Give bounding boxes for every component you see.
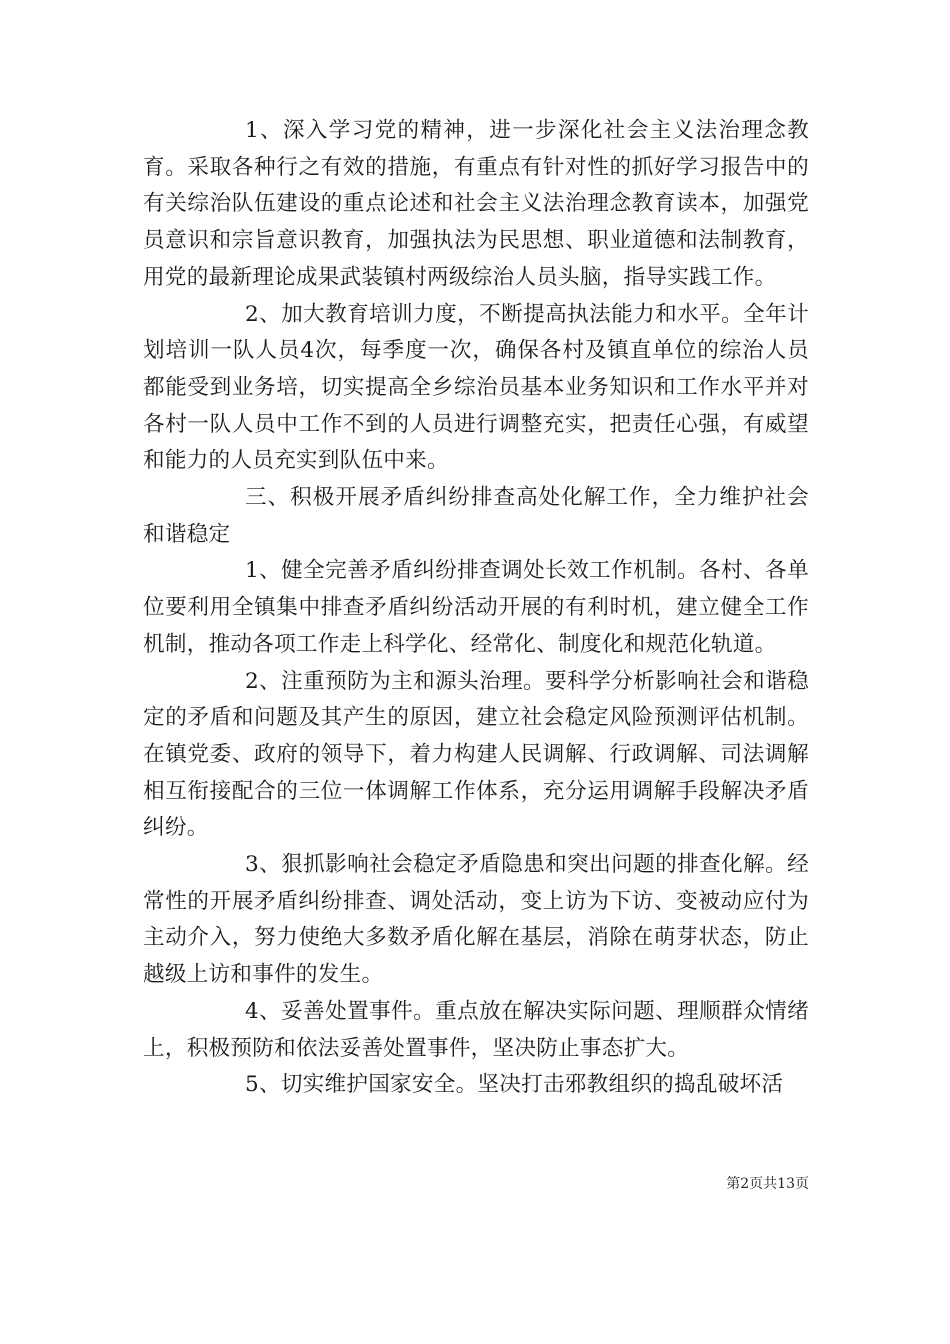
paragraph-7: 5、切实维护国家安全。坚决打击邪教组织的捣乱破坏活 [245, 1072, 784, 1098]
document-body [143, 113, 809, 1104]
paragraph-5: 3、狠抓影响社会稳定矛盾隐患和突出问题的排查化解。经常性的开展矛盾纠纷排查、调处活动，变上访为下访、变被动应付为主动介入，努力使绝大多数矛盾化解在基层，消除在萌芽状态，防止越级上访和事件的发生。 [143, 852, 809, 988]
paragraph-1: 1、深入学习党的精神，进一步深化社会主义法治理念教育。采取各种行之有效的措施，有重点有针对性的抓好学习报告中的有关综治队伍建设的重点论述和社会主义法治理念教育读本，加强党员意识和宗旨意识教育，加强执法为民思想、职业道德和法制教育，用党的最新理论成果武装镇村两级综治人员头脑，指导实践工作。 [143, 118, 809, 290]
page-number: 第2页共13页 [726, 1176, 809, 1192]
paragraph-3: 1、健全完善矛盾纠纷排查调处长效工作机制。各村、各单位要利用全镇集中排查矛盾纠纷活动开展的有利时机，建立健全工作机制，推动各项工作走上科学化、经常化、制度化和规范化轨道。 [143, 558, 809, 657]
paragraph-4: 2、注重预防为主和源头治理。要科学分析影响社会和谐稳定的矛盾和问题及其产生的原因，建立社会稳定风险预测评估机制。在镇党委、政府的领导下，着力构建人民调解、行政调解、司法调解相互衔接配合的三位一体调解工作体系，充分运用调解手段解决矛盾纠纷。 [143, 668, 809, 841]
section-heading: 三、积极开展矛盾纠纷排查高处化解工作，全力维护社会和谐稳定 [143, 485, 809, 547]
paragraph-2: 2、加大教育培训力度，不断提高执法能力和水平。全年计划培训一队人员4次，每季度一次，确保各村及镇直单位的综治人员都能受到业务培，切实提高全乡综治员基本业务知识和工作水平并对各村一队人员中工作不到的人员进行调整充实，把责任心强，有威望和能力的人员充实到队伍中来。 [143, 301, 809, 474]
paragraph-6: 4、妥善处置事件。重点放在解决实际问题、理顺群众情绪上，积极预防和依法妥善处置事件，坚决防止事态扩大。 [143, 998, 809, 1061]
